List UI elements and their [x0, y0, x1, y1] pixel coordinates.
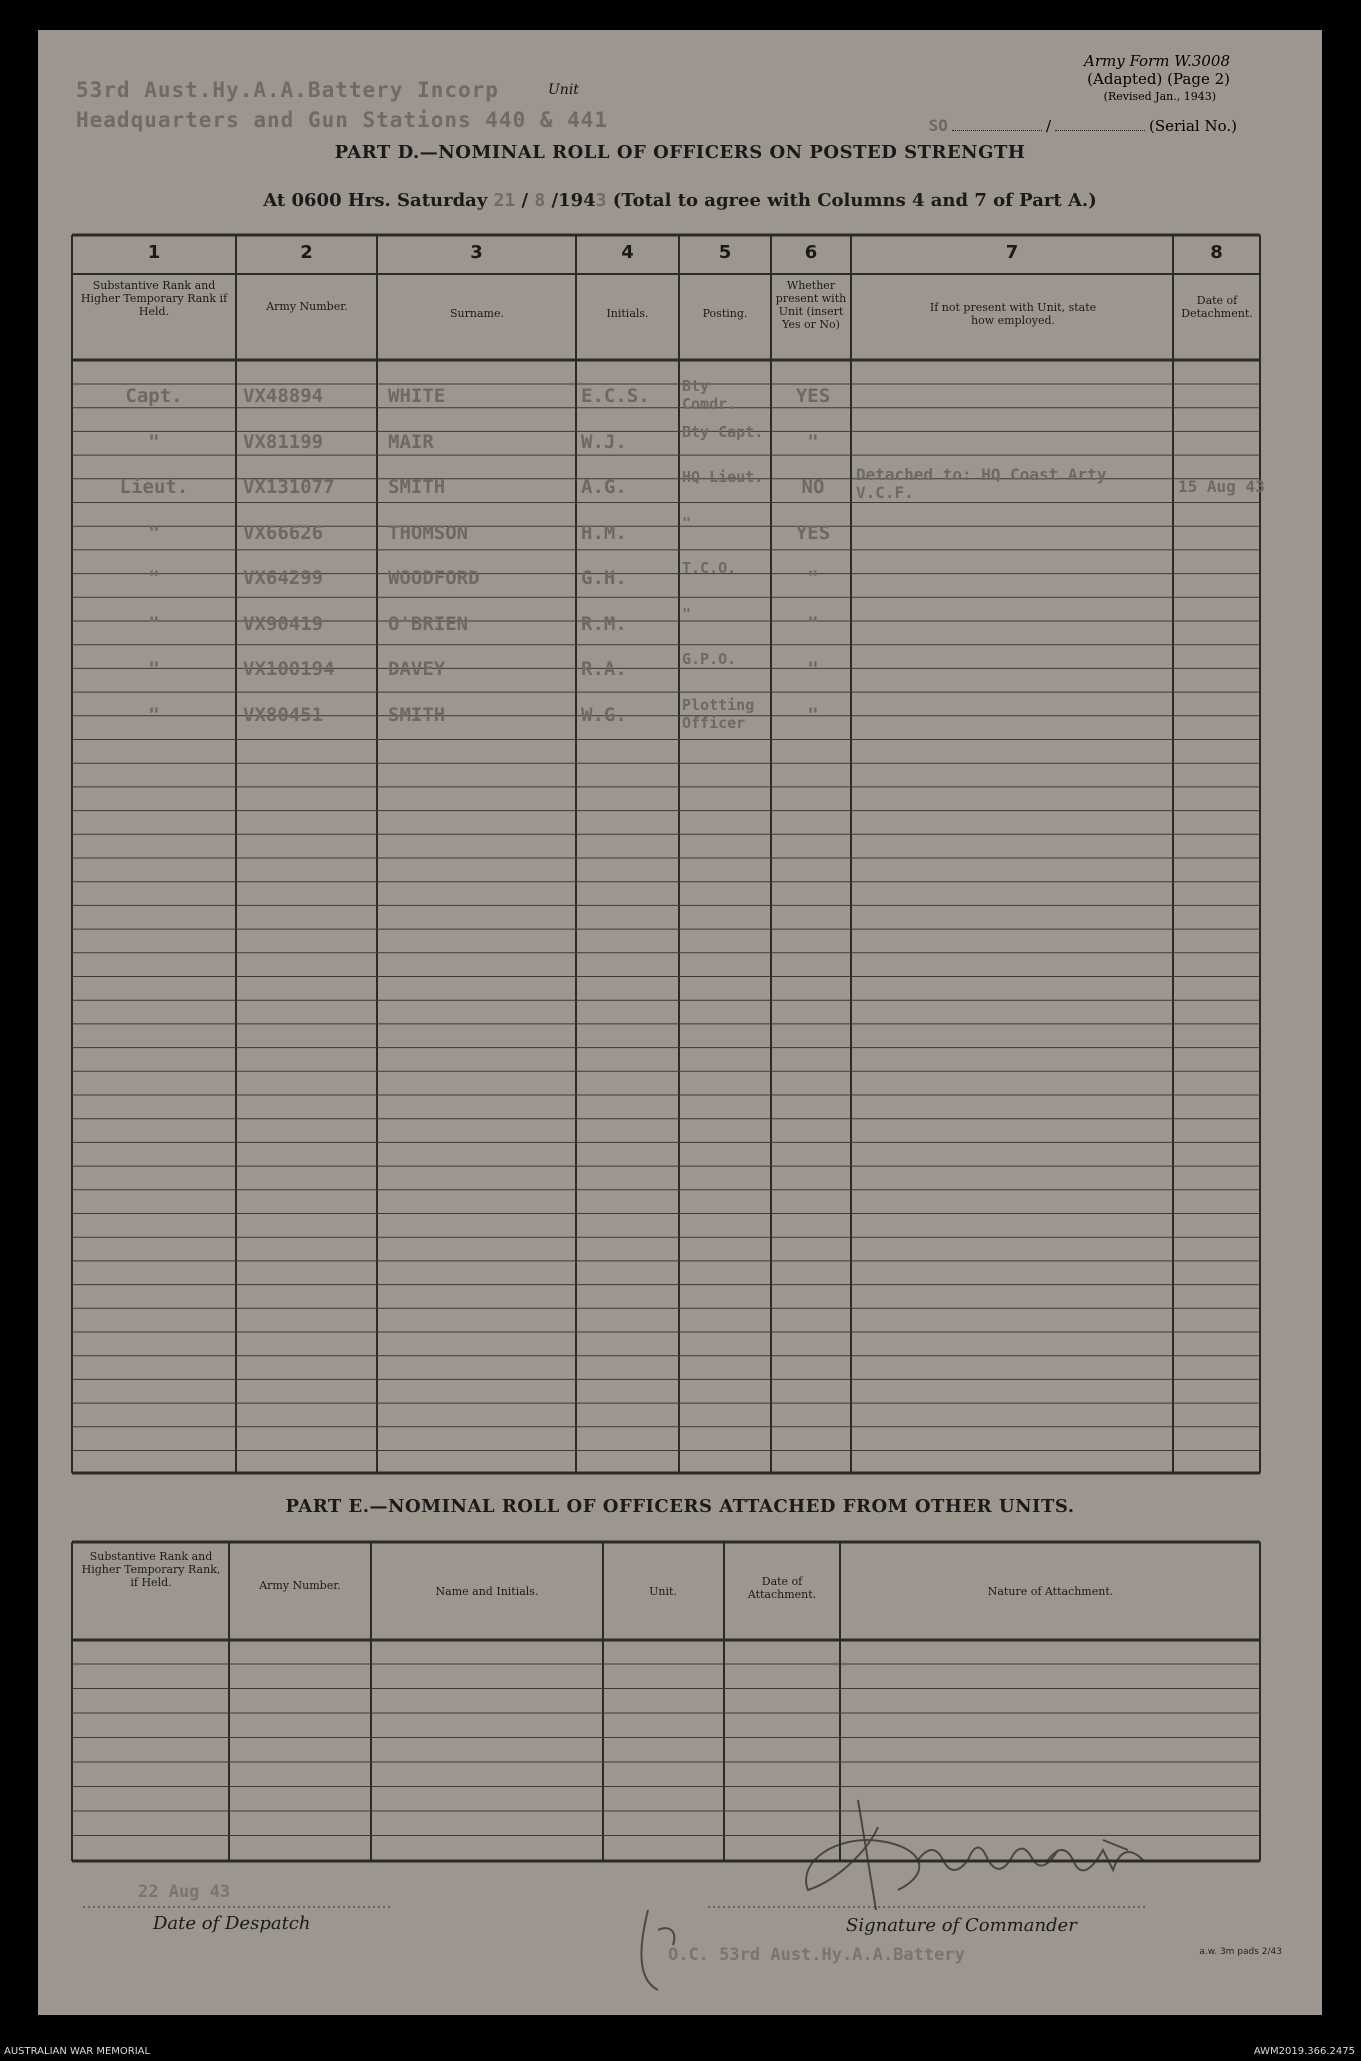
col-num-5: 5 [718, 242, 732, 263]
col-num-6: 6 [804, 242, 818, 263]
caption-right: AWM2019.366.2475 [1253, 2046, 1355, 2057]
cell-rank: " [148, 612, 160, 635]
cell-employed: Detached to: HQ Coast Arty V.C.F. [856, 465, 1107, 502]
part-d-date-line: At 0600 Hrs. Saturday 21 / 8 /1943 (Total to agree with Columns 4 and 7 of Part A.) [263, 190, 1097, 211]
cell-posting: G.P.O. [682, 650, 737, 668]
despatch-date-label: Date of Despatch [153, 1913, 311, 1934]
cell-surname: WHITE [388, 385, 446, 407]
cell-number: VX81199 [243, 430, 324, 453]
cell-initials: E.C.S. [581, 385, 650, 407]
serial-number-field: SO / (Serial No.) [928, 116, 1237, 135]
col-header-rank: Substantive Rank and Higher Temporary Rank if Held. [80, 279, 228, 318]
cell-initials: R.A. [581, 658, 627, 680]
form-title: Army Form W.3008 [1084, 52, 1230, 70]
form-page [38, 30, 1322, 2015]
part-d-title: PART D.—NOMINAL ROLL OF OFFICERS ON POSTED STRENGTH [334, 142, 1026, 163]
e-header-date: Date of Attachment. [747, 1575, 817, 1601]
despatch-date-value: 22 Aug 43 [138, 1882, 231, 1902]
cell-posting: Bty Comdr. [682, 377, 737, 413]
cell-date: 15 Aug 43 [1178, 477, 1265, 496]
cell-surname: MAIR [388, 430, 434, 453]
col-header-surname: Surname. [450, 307, 504, 320]
cell-present: " [807, 703, 819, 726]
cell-present: YES [795, 385, 831, 407]
e-header-rank: Substantive Rank and Higher Temporary Rank, if Held. [81, 1550, 221, 1589]
cell-initials: W.J. [581, 430, 627, 453]
cell-posting: Bty Capt. [682, 422, 764, 441]
cell-rank: " [148, 430, 160, 453]
col-header-initials: Initials. [606, 307, 649, 320]
date-year-digit: 3 [595, 190, 607, 211]
e-header-unit: Unit. [649, 1585, 677, 1598]
cell-present: " [807, 430, 819, 453]
serial-value: SO [928, 116, 948, 135]
date-day: 21 [493, 190, 516, 211]
col-num-4: 4 [621, 242, 634, 263]
cell-present: YES [795, 521, 831, 544]
cell-surname: O'BRIEN [388, 612, 469, 635]
col-num-3: 3 [470, 242, 483, 263]
cell-number: VX64299 [243, 567, 324, 589]
unit-name-line2: Headquarters and Gun Stations 440 & 441 [76, 108, 609, 132]
cell-posting: " [682, 604, 692, 623]
cell-rank: " [148, 567, 160, 589]
col-num-8: 8 [1210, 242, 1223, 263]
cell-posting: HQ Lieut. [682, 468, 764, 486]
form-subtitle: (Adapted) (Page 2) [1087, 70, 1230, 88]
print-note: a.w. 3m pads 2/43 [1199, 1947, 1282, 1957]
e-header-name: Name and Initials. [435, 1585, 539, 1598]
commander-typed-name: O.C. 53rd Aust.Hy.A.A.Battery [668, 1945, 965, 1965]
cell-present: " [807, 658, 819, 680]
cell-number: VX80451 [243, 703, 324, 726]
col-header-present: Whether present with Unit (insert Yes or No) [775, 279, 847, 331]
cell-number: VX131077 [243, 476, 335, 498]
serial-label: (Serial No.) [1149, 117, 1237, 135]
part-e-title: PART E.—NOMINAL ROLL OF OFFICERS ATTACHED FROM OTHER UNITS. [285, 1496, 1075, 1517]
col-num-2: 2 [300, 242, 313, 263]
cell-rank: Lieut. [119, 476, 189, 498]
cell-number: VX66626 [243, 521, 324, 544]
caption-left: AUSTRALIAN WAR MEMORIAL [4, 2046, 151, 2057]
cell-posting: Plotting Officer [682, 695, 755, 732]
unit-name-line1: 53rd Aust.Hy.A.A.Battery Incorp [76, 78, 499, 102]
cell-rank: Capt. [125, 385, 183, 407]
col-header-date: Date of Detachment. [1181, 294, 1253, 320]
cell-rank: " [148, 703, 160, 726]
col-num-7: 7 [1005, 242, 1019, 263]
date-suffix: (Total to agree with Columns 4 and 7 of Part A.) [612, 190, 1097, 211]
cell-surname: WOODFORD [388, 567, 480, 589]
col-num-1: 1 [147, 242, 161, 263]
cell-rank: " [148, 658, 160, 680]
cell-present: " [807, 612, 819, 635]
part-d-grid [38, 30, 1322, 2015]
cell-number: VX90419 [243, 612, 324, 635]
cell-posting: " [682, 513, 692, 532]
cell-surname: THOMSON [388, 521, 469, 544]
date-month: 8 [534, 190, 546, 211]
cell-initials: H.M. [581, 521, 627, 544]
cell-posting: T.C.O. [682, 559, 737, 577]
cell-surname: SMITH [388, 476, 446, 498]
e-header-army-number: Army Number. [259, 1579, 341, 1592]
col-header-posting: Posting. [702, 307, 748, 320]
cell-number: VX100194 [243, 658, 335, 680]
signature-label: Signature of Commander [846, 1915, 1077, 1936]
cell-present: " [807, 567, 819, 589]
e-header-nature: Nature of Attachment. [987, 1585, 1114, 1598]
date-prefix: At 0600 Hrs. Saturday [263, 190, 488, 211]
form-revised: (Revised Jan., 1943) [1103, 90, 1216, 103]
cell-rank: " [148, 521, 160, 544]
cell-initials: A.G. [581, 476, 627, 498]
cell-initials: G.H. [581, 567, 627, 589]
cell-initials: W.G. [581, 703, 627, 726]
col-header-employed: If not present with Unit, state how employed. [929, 301, 1097, 327]
cell-number: VX48894 [243, 385, 324, 407]
cell-initials: R.M. [581, 612, 627, 635]
cell-present: NO [801, 476, 825, 498]
unit-label: Unit [548, 82, 579, 98]
cell-surname: SMITH [388, 703, 446, 726]
date-year-prefix: 194 [558, 190, 596, 211]
col-header-army-number: Army Number. [266, 300, 348, 313]
cell-surname: DAVEY [388, 658, 446, 680]
